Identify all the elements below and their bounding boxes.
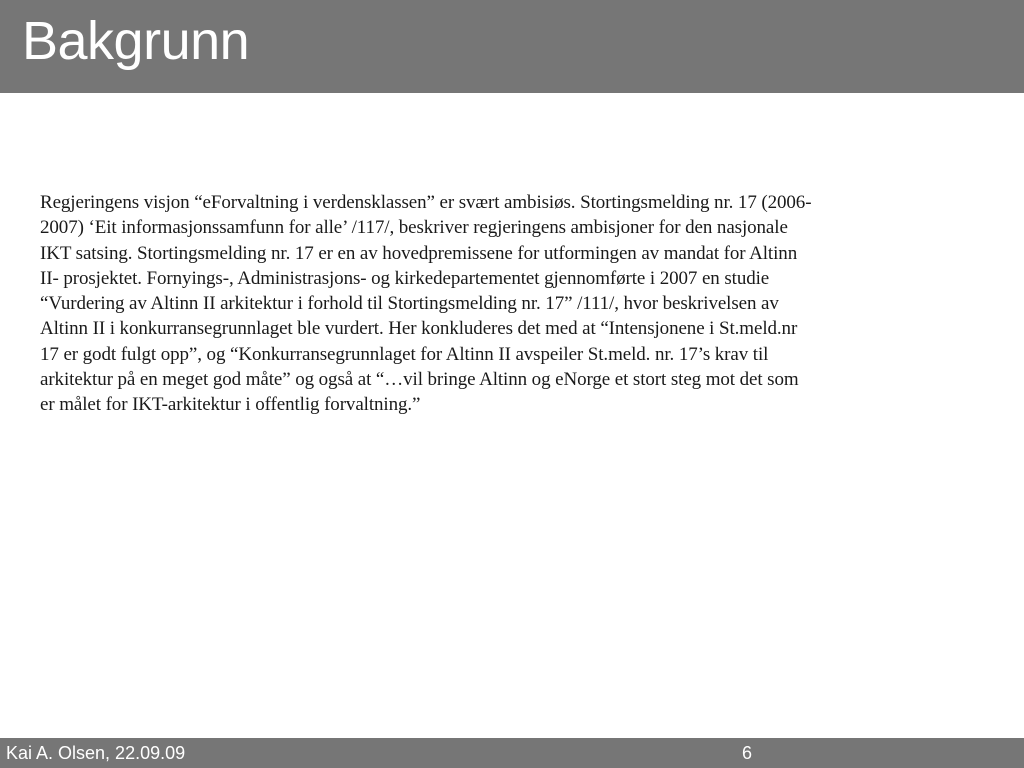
page-number: 6 (742, 743, 753, 763)
slide-title: Bakgrunn (22, 11, 250, 71)
quoted-text-block (40, 190, 970, 418)
text-line: “Vurdering av Altinn II arkitektur i forhold til Stortingsmelding nr. 17” /111/, hvor beskrivelsen av (40, 293, 779, 315)
text-line: Regjeringens visjon “eForvaltning i verdensklassen” er svært ambisiøs. Stortingsmelding nr. 17 (2006- (40, 192, 812, 213)
text-line: arkitektur på en meget god måte” og også at “…vil bringe Altinn og eNorge et stort steg mot det som (40, 369, 799, 391)
text-line: 17 er godt fulgt opp”, og “Konkurransegrunnlaget for Altinn II avspeiler St.meld. nr. 17’s krav til (40, 343, 769, 365)
text-line: er målet for IKT-arkitektur i offentlig forvaltning.” (40, 394, 421, 416)
footer-author-date: Kai A. Olsen, 22.09.09 (6, 743, 186, 763)
text-line: 2007) ‘Eit informasjonssamfunn for alle’ /117/, beskriver regjeringens ambisjoner for den nasjonale (40, 217, 788, 239)
title-bar (0, 0, 1024, 93)
text-line: Altinn II i konkurransegrunnlaget ble vurdert. Her konkluderes det med at “Intensjonene i St.meld.nr (40, 318, 798, 340)
text-line: IKT satsing. Stortingsmelding nr. 17 er en av hovedpremissene for utformingen av mandat for Altinn (40, 242, 798, 264)
text-line: II- prosjektet. Fornyings-, Administrasjons- og kirkedepartementet gjennomførte i 2007 en studie (40, 267, 770, 289)
footer-bar (0, 738, 1024, 768)
